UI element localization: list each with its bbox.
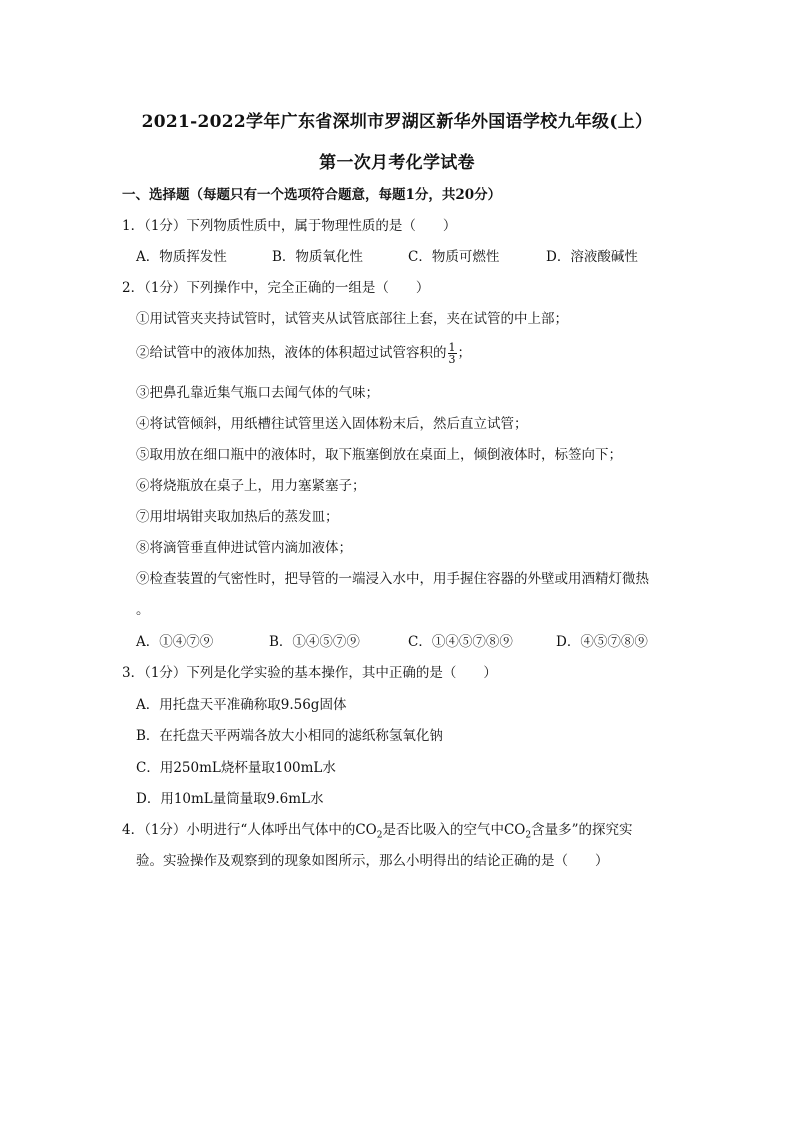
- q2-option-b: B．①④⑤⑦⑨: [269, 634, 360, 650]
- question-1-stem: 1．（1分）下列物质性质中，属于物理性质的是（ ）: [122, 218, 457, 234]
- q2-item-2-fraction: [448, 342, 457, 365]
- fraction-numerator: 1: [448, 341, 456, 354]
- question-4-stem-line1: [122, 821, 633, 845]
- q2-option-d: D．④⑤⑦⑧⑨: [556, 634, 648, 650]
- q3-option-a: A．用托盘天平准确称取9.56g固体: [136, 697, 347, 713]
- q2-item-9-continuation: 。: [136, 602, 150, 618]
- q3-option-d: D．用10mL量筒量取9.6mL水: [136, 791, 324, 807]
- q4-text-part1: 4．（1分）小明进行“人体呼出气体中的CO: [122, 822, 377, 838]
- q2-item-2: [136, 342, 471, 365]
- q1-option-c: C．物质可燃性: [408, 249, 500, 265]
- q2-item-1: ①用试管夹夹持试管时，试管夹从试管底部往上套，夹在试管的中上部；: [136, 311, 568, 327]
- q1-option-d: D．溶液酸碱性: [546, 249, 638, 265]
- q1-option-a: A．物质挥发性: [136, 249, 227, 265]
- q2-item-3: ③把鼻孔靠近集气瓶口去闻气体的气味；: [136, 385, 379, 401]
- q2-item-6: ⑥将烧瓶放在桌子上，用力塞紧塞子；: [136, 478, 366, 494]
- q2-item-2-text: ②给试管中的液体加热，液体的体积超过试管容积的: [136, 345, 447, 361]
- question-2-stem: 2．（1分）下列操作中，完全正确的一组是（ ）: [122, 280, 430, 296]
- q4-subscript-2: 2: [525, 830, 532, 841]
- fraction-denominator: 3: [448, 353, 456, 366]
- q2-item-8: ⑧将滴管垂直伸进试管内滴加液体；: [136, 540, 352, 556]
- q2-option-a: A．①④⑦⑨: [136, 634, 214, 650]
- q1-option-b: B．物质氧化性: [272, 249, 363, 265]
- question-3-stem: 3．（1分）下列是化学实验的基本操作，其中正确的是（ ）: [122, 665, 497, 681]
- q4-text-part2: 是否比吸入的空气中CO: [382, 822, 526, 838]
- q3-option-b: B．在托盘天平两端各放大小相同的滤纸称氢氧化钠: [136, 728, 443, 744]
- section-heading-choice: 一、选择题（每题只有一个选项符合题意，每题1分，共20分）: [122, 187, 502, 203]
- q4-text-part3: 含量多”的探究实: [531, 822, 633, 838]
- q2-item-7: ⑦用坩埚钳夹取加热后的蒸发皿；: [136, 509, 339, 525]
- q2-option-c: C．①④⑤⑦⑧⑨: [408, 634, 513, 650]
- exam-title-line2: 第一次月考化学试卷: [319, 153, 475, 173]
- q2-item-4: ④将试管倾斜，用纸槽往试管里送入固体粉末后，然后直立试管；: [136, 416, 528, 432]
- q2-item-5: ⑤取用放在细口瓶中的液体时，取下瓶塞倒放在桌面上，倾倒液体时，标签向下；: [136, 447, 622, 463]
- q2-item-2-end: ；: [457, 345, 471, 361]
- q3-option-c: C．用250mL烧杯量取100mL水: [136, 760, 336, 776]
- question-4-stem-line2: 验。实验操作及观察到的现象如图所示，那么小明得出的结论正确的是（ ）: [136, 853, 609, 869]
- q4-subscript-1: 2: [376, 830, 383, 841]
- exam-title-line1: 2021-2022学年广东省深圳市罗湖区新华外国语学校九年级(上）: [141, 112, 653, 132]
- q2-item-9: ⑨检查装置的气密性时，把导管的一端浸入水中，用手握住容器的外壁或用酒精灯微热: [136, 571, 649, 587]
